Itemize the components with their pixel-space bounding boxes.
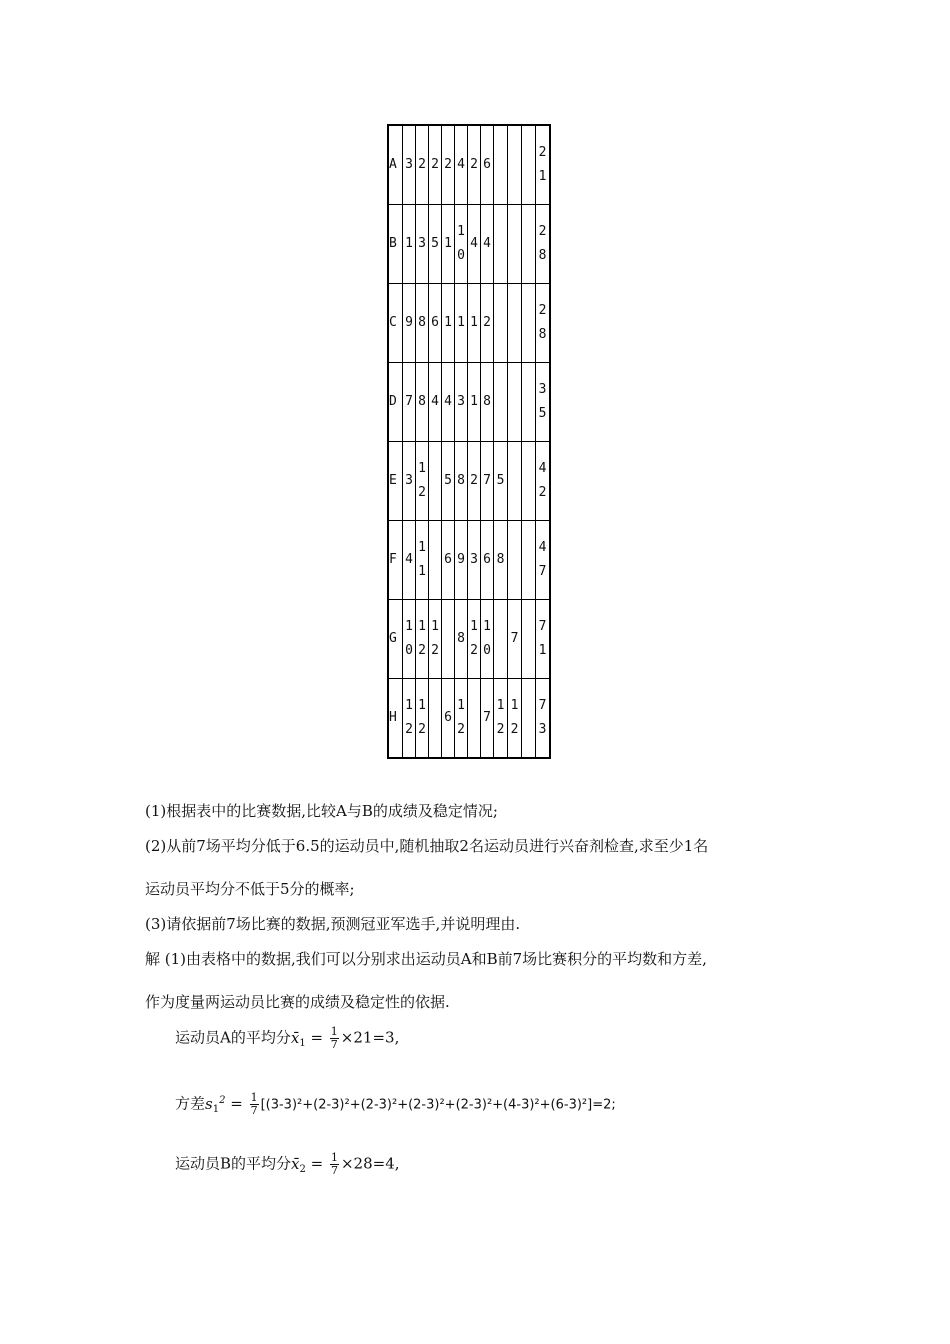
score-cell bbox=[429, 521, 442, 600]
score-cell: 9 bbox=[403, 284, 416, 363]
score-cell: 3 bbox=[403, 442, 416, 521]
empty-cell bbox=[522, 600, 536, 679]
score-cell: 8 bbox=[455, 442, 468, 521]
total-cell: 7 1 bbox=[536, 600, 551, 679]
score-cell: 1 2 bbox=[494, 679, 508, 759]
table-row bbox=[388, 205, 550, 284]
score-cell: 9 bbox=[455, 521, 468, 600]
solution-line-1: 解 (1)由表格中的数据,我们可以分别求出运动员A和B前7场比赛积分的平均数和方差, bbox=[145, 950, 707, 968]
mean-a-symbol: $x̄_1$ bbox=[290, 1028, 306, 1049]
athlete-name-cell: G bbox=[388, 600, 403, 679]
question-1: (1)根据表中的比赛数据,比较A与B的成绩及稳定情况; bbox=[145, 802, 498, 820]
total-cell: 3 5 bbox=[536, 363, 551, 442]
total-cell: 4 7 bbox=[536, 521, 551, 600]
athlete-name-cell: F bbox=[388, 521, 403, 600]
score-cell: 3 bbox=[455, 363, 468, 442]
total-cell: 2 8 bbox=[536, 205, 551, 284]
table-row bbox=[388, 125, 550, 205]
mean-a-label: 运动员A的平均分 bbox=[175, 1028, 291, 1047]
score-cell: 4 bbox=[403, 521, 416, 600]
score-cell: 6 bbox=[442, 679, 455, 759]
fraction-one-seventh: $\frac{1}{7}$ bbox=[250, 1091, 258, 1117]
score-cell: 8 bbox=[481, 363, 494, 442]
score-cell: 1 bbox=[403, 205, 416, 284]
empty-cell bbox=[522, 205, 536, 284]
empty-cell bbox=[494, 363, 508, 442]
solution-line-2: 作为度量两运动员比赛的成绩及稳定性的依据. bbox=[145, 993, 450, 1011]
score-cell bbox=[494, 600, 508, 679]
score-cell: 1 2 bbox=[416, 679, 429, 759]
score-cell: 6 bbox=[481, 125, 494, 205]
table-row bbox=[388, 521, 550, 600]
athlete-name-cell: C bbox=[388, 284, 403, 363]
score-cell: 2 bbox=[468, 442, 481, 521]
score-cell: 4 bbox=[455, 125, 468, 205]
score-cell: 1 2 bbox=[403, 679, 416, 759]
mean-b-symbol: $x̄_2$ bbox=[291, 1154, 306, 1175]
score-cell: 1 2 bbox=[468, 600, 481, 679]
score-cell: 8 bbox=[455, 600, 468, 679]
score-cell: 4 bbox=[442, 363, 455, 442]
total-cell: 4 2 bbox=[536, 442, 551, 521]
variance-formula: 方差$s_1^2$ = $\frac{1}{7}$ [(3-3)²+(2-3)²+(2-3)²+(2-3)²+(2-3)²+(4-3)²+(6-3)²]=2; bbox=[175, 1091, 616, 1117]
score-cell: 1 2 bbox=[429, 600, 442, 679]
score-cell bbox=[468, 679, 481, 759]
empty-cell bbox=[494, 125, 508, 205]
score-cell: 3 bbox=[416, 205, 429, 284]
table-row bbox=[388, 284, 550, 363]
score-cell: 4 bbox=[429, 363, 442, 442]
table-row bbox=[388, 679, 550, 759]
score-cell: 8 bbox=[494, 521, 508, 600]
score-cell: 1 2 bbox=[508, 679, 522, 759]
score-table bbox=[387, 124, 551, 759]
score-cell: 1 bbox=[442, 284, 455, 363]
score-cell: 4 bbox=[481, 205, 494, 284]
score-cell: 1 2 bbox=[455, 679, 468, 759]
score-cell bbox=[429, 442, 442, 521]
empty-cell bbox=[494, 284, 508, 363]
score-cell: 5 bbox=[494, 442, 508, 521]
score-cell: 1 0 bbox=[403, 600, 416, 679]
athlete-name-cell: B bbox=[388, 205, 403, 284]
score-cell: 1 bbox=[468, 284, 481, 363]
empty-cell bbox=[522, 521, 536, 600]
fraction-one-seventh: $\frac{1}{7}$ bbox=[330, 1151, 338, 1177]
score-cell: 7 bbox=[481, 679, 494, 759]
score-cell: 6 bbox=[481, 521, 494, 600]
total-cell: 7 3 bbox=[536, 679, 551, 759]
variance-expression: [(3-3)²+(2-3)²+(2-3)²+(2-3)²+(2-3)²+(4-3)²+(6-3)²]=2; bbox=[260, 1097, 616, 1113]
score-cell: 4 bbox=[468, 205, 481, 284]
empty-cell bbox=[522, 284, 536, 363]
variance-label: 方差 bbox=[175, 1094, 206, 1113]
empty-cell bbox=[522, 363, 536, 442]
score-cell: 2 bbox=[481, 284, 494, 363]
fraction-one-seventh: $\frac{1}{7}$ bbox=[330, 1025, 338, 1051]
empty-cell bbox=[508, 205, 522, 284]
mean-b-formula: 运动员B的平均分$x̄_2$ = $\frac{1}{7}$ ×28=4, bbox=[175, 1151, 400, 1177]
score-cell: 2 bbox=[468, 125, 481, 205]
empty-cell bbox=[522, 442, 536, 521]
mean-a-formula: 运动员A的平均分$x̄_1$ = $\frac{1}{7}$ ×21=3, bbox=[175, 1025, 400, 1051]
score-cell: 5 bbox=[429, 205, 442, 284]
score-cell: 2 bbox=[442, 125, 455, 205]
score-cell bbox=[429, 679, 442, 759]
score-cell: 1 bbox=[468, 363, 481, 442]
score-cell: 7 bbox=[481, 442, 494, 521]
total-cell: 2 1 bbox=[536, 125, 551, 205]
question-2-line-2: 运动员平均分不低于5分的概率; bbox=[145, 880, 355, 898]
mean-b-expression: ×28=4, bbox=[340, 1154, 400, 1173]
score-cell: 8 bbox=[416, 284, 429, 363]
score-cell: 6 bbox=[442, 521, 455, 600]
total-cell: 2 8 bbox=[536, 284, 551, 363]
empty-cell bbox=[508, 363, 522, 442]
score-cell bbox=[442, 600, 455, 679]
score-cell: 1 bbox=[455, 284, 468, 363]
empty-cell bbox=[508, 284, 522, 363]
athlete-name-cell: D bbox=[388, 363, 403, 442]
score-cell: 1 0 bbox=[455, 205, 468, 284]
table-row bbox=[388, 442, 550, 521]
score-cell: 1 2 bbox=[416, 600, 429, 679]
score-cell: 8 bbox=[416, 363, 429, 442]
score-cell: 1 0 bbox=[481, 600, 494, 679]
empty-cell bbox=[508, 521, 522, 600]
score-cell: 3 bbox=[468, 521, 481, 600]
athlete-name-cell: H bbox=[388, 679, 403, 759]
score-cell: 7 bbox=[508, 600, 522, 679]
question-3: (3)请依据前7场比赛的数据,预测冠亚军选手,并说明理由. bbox=[145, 915, 521, 933]
empty-cell bbox=[494, 205, 508, 284]
score-cell: 1 2 bbox=[416, 442, 429, 521]
mean-a-expression: ×21=3, bbox=[340, 1028, 400, 1047]
score-cell: 1 1 bbox=[416, 521, 429, 600]
score-cell: 6 bbox=[429, 284, 442, 363]
score-cell: 7 bbox=[403, 363, 416, 442]
score-cell: 3 bbox=[403, 125, 416, 205]
score-cell: 5 bbox=[442, 442, 455, 521]
table-row bbox=[388, 600, 550, 679]
variance-symbol: $s_1^2$ bbox=[205, 1094, 226, 1115]
empty-cell bbox=[522, 679, 536, 759]
score-cell: 2 bbox=[416, 125, 429, 205]
athlete-name-cell: E bbox=[388, 442, 403, 521]
mean-b-label: 运动员B的平均分 bbox=[175, 1154, 292, 1173]
score-cell: 1 bbox=[442, 205, 455, 284]
table-row bbox=[388, 363, 550, 442]
empty-cell bbox=[508, 442, 522, 521]
question-2-line-1: (2)从前7场平均分低于6.5的运动员中,随机抽取2名运动员进行兴奋剂检查,求至少1名 bbox=[145, 837, 709, 855]
empty-cell bbox=[522, 125, 536, 205]
athlete-name-cell: A bbox=[388, 125, 403, 205]
empty-cell bbox=[508, 125, 522, 205]
score-cell: 2 bbox=[429, 125, 442, 205]
